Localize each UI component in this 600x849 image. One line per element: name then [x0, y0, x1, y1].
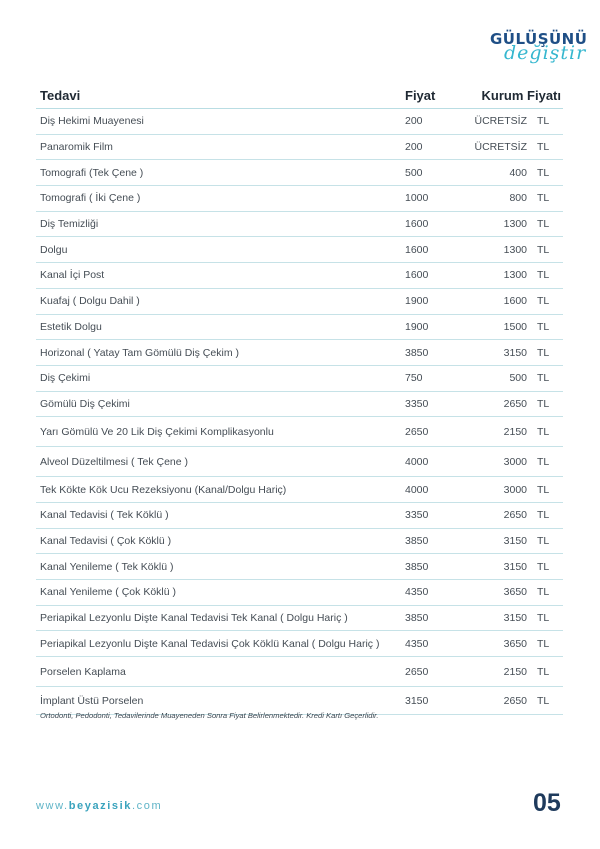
institution-price-value: 1300	[503, 269, 527, 282]
cell-institution-price	[455, 605, 563, 631]
cell-institution-price	[455, 580, 563, 606]
currency-label: TL	[537, 397, 550, 410]
cell-institution-price	[455, 186, 563, 212]
cell-institution-price	[455, 314, 563, 340]
footnote: Ortodonti, Pedodonti, Tedavilerinde Muayeneden Sonra Fiyat Belirlenmektedir. Kredi Kartı Geçerlidir.	[40, 711, 379, 720]
cell-institution-price	[455, 288, 563, 314]
cell-treatment: Kuafaj ( Dolgu Dahil )	[36, 288, 401, 314]
cell-price: 4350	[401, 631, 455, 657]
cell-institution-price	[455, 447, 563, 477]
currency-label: TL	[537, 243, 550, 256]
cell-treatment: Tomografi ( İki Çene )	[36, 186, 401, 212]
currency-label: TL	[537, 115, 550, 128]
currency-label: TL	[537, 665, 550, 678]
currency-label: TL	[537, 694, 550, 707]
institution-price-value: 2150	[503, 425, 527, 438]
table-row	[36, 365, 563, 391]
cell-price: 3850	[401, 340, 455, 366]
table-row	[36, 314, 563, 340]
currency-label: TL	[537, 320, 550, 333]
institution-price-value: ÜCRETSİZ	[474, 141, 527, 154]
cell-treatment: Gömülü Diş Çekimi	[36, 391, 401, 417]
cell-institution-price	[455, 657, 563, 687]
cell-treatment: Diş Hekimi Muayenesi	[36, 109, 401, 135]
cell-treatment: Kanal Tedavisi ( Tek Köklü )	[36, 502, 401, 528]
institution-price-value: 3650	[503, 586, 527, 599]
cell-price: 3850	[401, 554, 455, 580]
header-institution-price: Kurum Fiyatı	[455, 82, 563, 109]
institution-price-value: 3000	[503, 455, 527, 468]
cell-institution-price	[455, 631, 563, 657]
price-table	[36, 82, 563, 715]
currency-label: TL	[537, 612, 550, 625]
table-row	[36, 502, 563, 528]
table-row	[36, 528, 563, 554]
currency-label: TL	[537, 166, 550, 179]
table-row	[36, 186, 563, 212]
cell-price: 500	[401, 160, 455, 186]
cell-price: 2650	[401, 657, 455, 687]
table-row	[36, 391, 563, 417]
table-row	[36, 160, 563, 186]
cell-treatment: Diş Çekimi	[36, 365, 401, 391]
cell-treatment: Estetik Dolgu	[36, 314, 401, 340]
table-row	[36, 109, 563, 135]
cell-institution-price	[455, 237, 563, 263]
header-price: Fiyat	[401, 82, 455, 109]
table-row	[36, 417, 563, 447]
table-row	[36, 605, 563, 631]
cell-institution-price	[455, 109, 563, 135]
cell-treatment: Kanal İçi Post	[36, 263, 401, 289]
institution-price-value: 3150	[503, 346, 527, 359]
cell-treatment: Kanal Yenileme ( Tek Köklü )	[36, 554, 401, 580]
cell-institution-price	[455, 502, 563, 528]
cell-institution-price	[455, 134, 563, 160]
cell-price: 1900	[401, 288, 455, 314]
cell-institution-price	[455, 477, 563, 503]
institution-price-value: 1300	[503, 218, 527, 231]
cell-treatment: Porselen Kaplama	[36, 657, 401, 687]
institution-price-value: 3000	[503, 483, 527, 496]
currency-label: TL	[537, 372, 550, 385]
institution-price-value: 2650	[503, 509, 527, 522]
table-row	[36, 657, 563, 687]
table-row	[36, 263, 563, 289]
cell-price: 1900	[401, 314, 455, 340]
cell-price: 3350	[401, 391, 455, 417]
cell-price: 1600	[401, 237, 455, 263]
url-brand: beyazisik	[68, 800, 133, 812]
currency-label: TL	[537, 509, 550, 522]
currency-label: TL	[537, 425, 550, 438]
cell-treatment: Alveol Düzeltilmesi ( Tek Çene )	[36, 447, 401, 477]
url-suffix: .com	[132, 800, 163, 812]
cell-treatment: Panaromik Film	[36, 134, 401, 160]
currency-label: TL	[537, 346, 550, 359]
cell-institution-price	[455, 160, 563, 186]
currency-label: TL	[537, 586, 550, 599]
table-row	[36, 288, 563, 314]
currency-label: TL	[537, 455, 550, 468]
cell-treatment: Horizonal ( Yatay Tam Gömülü Diş Çekim )	[36, 340, 401, 366]
institution-price-value: 3150	[503, 534, 527, 547]
table-row	[36, 580, 563, 606]
currency-label: TL	[537, 141, 550, 154]
cell-institution-price	[455, 365, 563, 391]
cell-price: 1000	[401, 186, 455, 212]
cell-treatment: Diş Temizliği	[36, 211, 401, 237]
cell-price: 4000	[401, 447, 455, 477]
brand-logo	[490, 30, 588, 72]
url-prefix: www.	[36, 800, 69, 812]
institution-price-value: 2650	[503, 397, 527, 410]
cell-institution-price	[455, 263, 563, 289]
table-row	[36, 631, 563, 657]
table-row	[36, 134, 563, 160]
page-number: 05	[533, 789, 561, 817]
currency-label: TL	[537, 192, 550, 205]
cell-treatment: İmplant Üstü Porselen	[36, 687, 401, 715]
logo-text-bottom: değiştir	[504, 42, 587, 64]
table-row	[36, 447, 563, 477]
currency-label: TL	[537, 295, 550, 308]
table-row	[36, 554, 563, 580]
header-treatment: Tedavi	[36, 82, 401, 109]
institution-price-value: 3150	[503, 612, 527, 625]
price-table-body	[36, 109, 563, 715]
cell-institution-price	[455, 554, 563, 580]
cell-institution-price	[455, 391, 563, 417]
cell-price: 4350	[401, 580, 455, 606]
institution-price-value: 2150	[503, 665, 527, 678]
cell-treatment: Kanal Tedavisi ( Çok Köklü )	[36, 528, 401, 554]
currency-label: TL	[537, 269, 550, 282]
cell-treatment: Kanal Yenileme ( Çok Köklü )	[36, 580, 401, 606]
table-header-row	[36, 82, 563, 109]
cell-price: 3350	[401, 502, 455, 528]
table-row	[36, 340, 563, 366]
logo-text-top: GÜLÜŞÜNÜ	[490, 30, 588, 48]
cell-institution-price	[455, 211, 563, 237]
table-row	[36, 477, 563, 503]
currency-label: TL	[537, 534, 550, 547]
currency-label: TL	[537, 483, 550, 496]
cell-treatment: Tek Kökte Kök Ucu Rezeksiyonu (Kanal/Dolgu Hariç)	[36, 477, 401, 503]
table-row	[36, 211, 563, 237]
cell-institution-price	[455, 340, 563, 366]
cell-treatment: Yarı Gömülü Ve 20 Lik Diş Çekimi Komplikasyonlu	[36, 417, 401, 447]
institution-price-value: 1600	[503, 295, 527, 308]
institution-price-value: 1300	[503, 243, 527, 256]
cell-price: 3850	[401, 605, 455, 631]
institution-price-value: 500	[509, 372, 527, 385]
cell-price: 1600	[401, 263, 455, 289]
cell-treatment: Periapikal Lezyonlu Dişte Kanal Tedavisi Tek Kanal ( Dolgu Hariç )	[36, 605, 401, 631]
currency-label: TL	[537, 637, 550, 650]
institution-price-value: ÜCRETSİZ	[474, 115, 527, 128]
currency-label: TL	[537, 560, 550, 573]
institution-price-value: 3150	[503, 560, 527, 573]
currency-label: TL	[537, 218, 550, 231]
cell-price: 3850	[401, 528, 455, 554]
table-row	[36, 237, 563, 263]
institution-price-value: 3650	[503, 637, 527, 650]
cell-treatment: Dolgu	[36, 237, 401, 263]
institution-price-value: 1500	[503, 320, 527, 333]
cell-institution-price	[455, 417, 563, 447]
cell-price: 4000	[401, 477, 455, 503]
cell-price: 200	[401, 109, 455, 135]
cell-price: 750	[401, 365, 455, 391]
cell-price: 1600	[401, 211, 455, 237]
cell-institution-price	[455, 528, 563, 554]
institution-price-value: 400	[509, 166, 527, 179]
cell-price: 3150	[401, 687, 455, 715]
cell-treatment: Tomografi (Tek Çene )	[36, 160, 401, 186]
cell-price: 200	[401, 134, 455, 160]
institution-price-value: 800	[509, 192, 527, 205]
cell-treatment: Periapikal Lezyonlu Dişte Kanal Tedavisi Çok Köklü Kanal ( Dolgu Hariç )	[36, 631, 401, 657]
cell-price: 2650	[401, 417, 455, 447]
website-link[interactable]	[36, 800, 162, 812]
cell-institution-price	[455, 687, 563, 715]
institution-price-value: 2650	[503, 694, 527, 707]
